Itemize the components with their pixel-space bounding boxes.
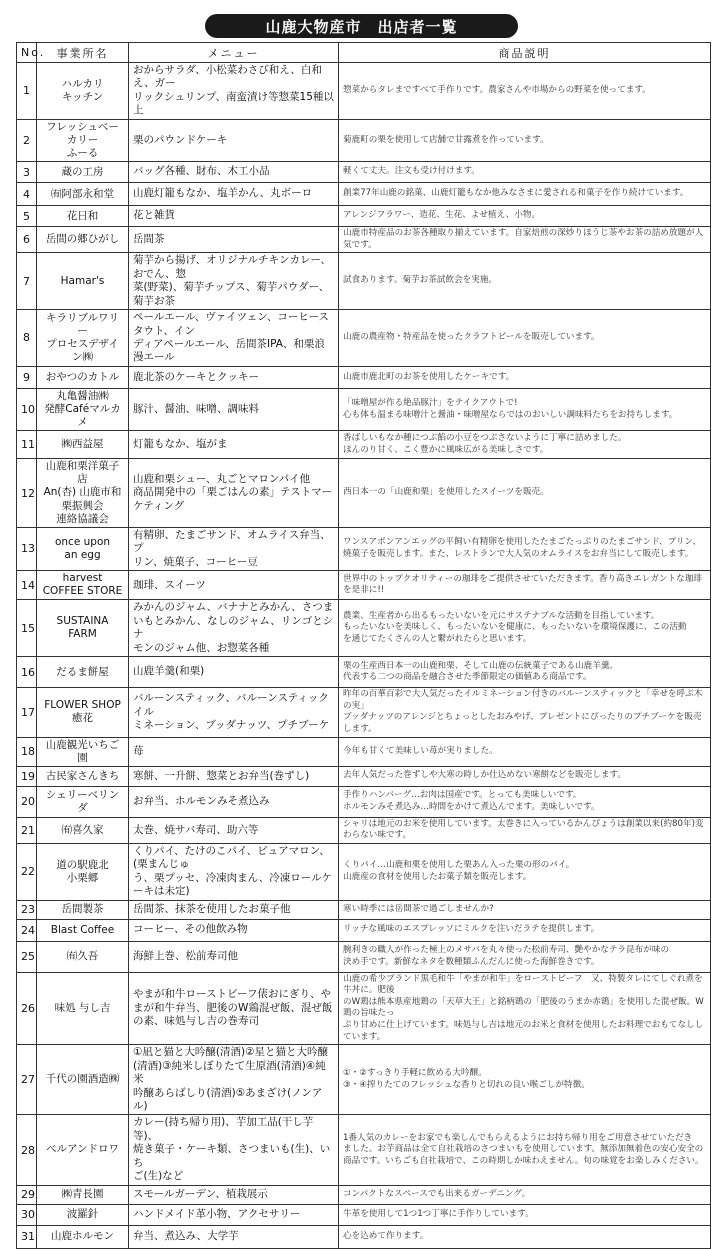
vendor-name: 蔵の工房 [37, 162, 129, 183]
product-description: 世界中のトップクオリティーの珈琲をご提供させていただきます。香り高きエレガントな珈琲を是非に!! [339, 571, 711, 600]
table-row [17, 972, 711, 1045]
vendor-name: once upon an egg [37, 527, 129, 570]
header-menu: メニュー [129, 43, 339, 63]
product-description: リッチな風味のエスプレッソにミルクを注いだラテを提供します。 [339, 919, 711, 941]
table-row [17, 786, 711, 817]
row-number: 15 [17, 600, 37, 657]
menu-items: くりパイ、たけのこパイ、ピュアマロン、(栗まんじゅ う、栗プッセ、冷凍肉まん、冷凍ロールケーキは未定) [129, 843, 339, 900]
product-description: コンパクトなスペースでも出来るガーデニング。 [339, 1185, 711, 1204]
menu-items: やまが和牛ローストビーフ俵おにぎり、や まが和牛弁当、肥後のW鶏混ぜ飯、混ぜ飯 の素、味処与し吉の巻寿司 [129, 972, 339, 1045]
product-description: 農業、生産者から出るもったいないを元にサステナブルな活動を目指しています。 もったいないを美味しく、もったいないを健康に、もったいないを環境保護に、この活動 を通じてたくさんの人と繋がれたらと思います。 [339, 600, 711, 657]
table-row [17, 63, 711, 120]
row-number: 13 [17, 527, 37, 570]
table-row [17, 766, 711, 786]
menu-items: 弁当、煮込み、大学芋 [129, 1225, 339, 1248]
menu-items: 山鹿灯籠もなか、塩羊かん、丸ボーロ [129, 183, 339, 206]
header-name: 事業所名 [37, 43, 129, 63]
row-number: 1 [17, 63, 37, 120]
table-row [17, 941, 711, 972]
vendor-name: 波羅針 [37, 1204, 129, 1225]
vendor-name: 山鹿観光いちご園 [37, 737, 129, 766]
row-number: 26 [17, 972, 37, 1045]
row-number: 25 [17, 941, 37, 972]
product-description: 寒い時季には岳間茶で過ごしませんか? [339, 900, 711, 919]
vendor-name: harvest COFFEE STORE [37, 571, 129, 600]
table-row [17, 1115, 711, 1185]
row-number: 5 [17, 206, 37, 227]
row-number: 20 [17, 786, 37, 817]
vendor-table [16, 42, 711, 1249]
product-description: ①・②すっきり手軽に飲める大吟醸。 ③・④搾りたてのフレッシュな香りと切れの良い喉ごしが特徴。 [339, 1045, 711, 1115]
table-row [17, 206, 711, 227]
vendor-name: 丸亀醤油㈱ 発酵Caféマルカメ [37, 388, 129, 430]
table-row [17, 1185, 711, 1204]
vendor-name: ハルカリ キッチン [37, 63, 129, 120]
row-number: 14 [17, 571, 37, 600]
menu-items: 菊芋から揚げ、オリジナルチキンカレー、おでん、惣 菜(野菜)、菊芋チップス、菊芋パウダー、菊芋お茶 [129, 253, 339, 310]
vendor-name: ㈲久吾 [37, 941, 129, 972]
menu-items: ペールエール、ヴァイツェン、コーヒースタウト、イン ディアペールエール、岳間茶IPA、和栗浪漫エール [129, 310, 339, 367]
row-number: 3 [17, 162, 37, 183]
vendor-name: ㈱西益屋 [37, 431, 129, 459]
table-row [17, 900, 711, 919]
vendor-name: SUSTAINA FARM [37, 600, 129, 657]
vendor-name: シェリーベリンダ [37, 786, 129, 817]
product-description: 栗の生産西日本一の山鹿和栗、そして山鹿の伝統菓子である山鹿羊羹。 代表する二つの商品を融合させた季節限定の価値ある商品です。 [339, 657, 711, 688]
header-row [17, 43, 711, 63]
table-row [17, 1225, 711, 1248]
table-row [17, 459, 711, 528]
menu-items: ①凪と猫と大吟醸(清酒)②星と猫と大吟醸 (清酒)③純米しぼりたて生原酒(清酒)④純米 吟醸あらばしり(清酒)⑤あまざけ(ノンアル) [129, 1045, 339, 1115]
row-number: 22 [17, 843, 37, 900]
vendor-name: おやつのカトル [37, 366, 129, 388]
row-number: 2 [17, 119, 37, 161]
menu-items: 岳間茶、抹茶を使用したお菓子他 [129, 900, 339, 919]
table-body [17, 63, 711, 1249]
product-description: 1番人気のカレーをお家でも楽しんでもらえるようにお持ち帰り用をご用意させていただき ました。お芋商品は全て自社栽培のさつまいもを使用しています。無添加無着色の安心安全の 商品です。いちごも自社栽培で、この時期しか味わえません。旬の味覚をお楽しみください。 [339, 1115, 711, 1185]
menu-items: 苺 [129, 737, 339, 766]
product-description: 試食あります。菊芋お茶試飲会を実施。 [339, 253, 711, 310]
row-number: 12 [17, 459, 37, 528]
vendor-name: Blast Coffee [37, 919, 129, 941]
product-description: 西日本一の「山鹿和栗」を使用したスイーツを販売。 [339, 459, 711, 528]
table-row [17, 431, 711, 459]
row-number: 28 [17, 1115, 37, 1185]
vendor-name: ベルアンドロワ [37, 1115, 129, 1185]
product-description: 山鹿の農産物・特産品を使ったクラフトビールを販売しています。 [339, 310, 711, 367]
menu-items: 山鹿和栗シュー、丸ごとマロンパイ他 商品開発中の「栗ごはんの素」テストマーケティング [129, 459, 339, 528]
vendor-name: ㈲喜久家 [37, 817, 129, 843]
product-description: 「味噌屋が作る絶品豚汁」をテイクアウトで! 心も体も温まる味噌汁と醤油・味噌屋ならではのおいしい調味料たちをお持ちします。 [339, 388, 711, 430]
row-number: 24 [17, 919, 37, 941]
vendor-name: 岳間の郷ひがし [37, 227, 129, 253]
vendor-name: 山鹿ホルモン [37, 1225, 129, 1248]
table-row [17, 388, 711, 430]
header-desc: 商品説明 [339, 43, 711, 63]
vendor-name: 岳間製茶 [37, 900, 129, 919]
table-row [17, 183, 711, 206]
row-number: 21 [17, 817, 37, 843]
table-row [17, 571, 711, 600]
menu-items: お弁当、ホルモンみそ煮込み [129, 786, 339, 817]
product-description: くりパイ…山鹿和栗を使用した栗あん入った栗の形のパイ。 山鹿産の食材を使用したお菓子類を販売します。 [339, 843, 711, 900]
row-number: 30 [17, 1204, 37, 1225]
row-number: 27 [17, 1045, 37, 1115]
table-row [17, 919, 711, 941]
row-number: 31 [17, 1225, 37, 1248]
product-description: 去年人気だった巻ずしや大寒の時しか仕込めない寒餅などを販売します。 [339, 766, 711, 786]
menu-items: ハンドメイド革小物、アクセサリー [129, 1204, 339, 1225]
table-row [17, 737, 711, 766]
product-description: 山鹿市特産品のお茶各種取り揃えています。自家焙煎の深炒りほうじ茶やお茶の詰め放題が人気です。 [339, 227, 711, 253]
product-description: 心を込めて作ります。 [339, 1225, 711, 1248]
row-number: 4 [17, 183, 37, 206]
table-row [17, 162, 711, 183]
menu-items: カレー(持ち帰り用)、芋加工品(干し芋等)、 焼き菓子・ケーキ類、さつまいも(生)、いち ご(生)など [129, 1115, 339, 1185]
page-title: 山鹿大物産市 出店者一覧 [205, 14, 518, 38]
product-description: アレンジフラワー、造花、生花、よせ植え、小物。 [339, 206, 711, 227]
menu-items: 珈琲、スイーツ [129, 571, 339, 600]
header-no: No. [17, 43, 37, 63]
row-number: 6 [17, 227, 37, 253]
table-row [17, 227, 711, 253]
product-description: 今年も甘くて美味しい苺が実りました。 [339, 737, 711, 766]
row-number: 18 [17, 737, 37, 766]
product-description: 山鹿市鹿北町のお茶を使用したケーキです。 [339, 366, 711, 388]
product-description: シャリは地元のお米を使用しています。太巻きに入っているかんぴょうは創業以来(約80年)変わらない味です。 [339, 817, 711, 843]
table-row [17, 600, 711, 657]
vendor-name: 古民家さんきち [37, 766, 129, 786]
product-description: 菊鹿町の栗を使用して店舗で甘露煮を作っています。 [339, 119, 711, 161]
product-description: 惣菜からタレまですべて手作りです。農家さんや市場からの野菜を使ってます。 [339, 63, 711, 120]
vendor-name: ㈲阿部永和堂 [37, 183, 129, 206]
menu-items: 岳間茶 [129, 227, 339, 253]
menu-items: 鹿北茶のケーキとクッキー [129, 366, 339, 388]
table-row [17, 688, 711, 737]
table-row [17, 366, 711, 388]
vendor-name: だるま餅屋 [37, 657, 129, 688]
menu-items: 有精卵、たまごサンド、オムライス弁当、プ リン、焼菓子、コーヒー豆 [129, 527, 339, 570]
row-number: 19 [17, 766, 37, 786]
row-number: 16 [17, 657, 37, 688]
table-row [17, 527, 711, 570]
menu-items: 太巻、焼サバ寿司、助六等 [129, 817, 339, 843]
menu-items: バルーンスティック、バルーンスティックイル ミネーション、ブッダナッツ、プチブーケ [129, 688, 339, 737]
product-description: ワンスアポンアンエッグの平飼い有精卵を使用したたまごたっぷりのたまごサンド、プリン、 焼菓子を販売します。また、レストランで大人気のオムライスをお弁当にして販売します。 [339, 527, 711, 570]
vendor-name: 道の駅鹿北 小栗郷 [37, 843, 129, 900]
table-row [17, 253, 711, 310]
menu-items: バッグ各種、財布、木工小品 [129, 162, 339, 183]
menu-items: 山鹿羊羹(和栗) [129, 657, 339, 688]
vendor-name: 山鹿和栗洋菓子店 An(杏) 山鹿市和栗振興会 連絡協議会 [37, 459, 129, 528]
vendor-name: フレッシュベーカリー ふーる [37, 119, 129, 161]
vendor-name: 味処 与し吉 [37, 972, 129, 1045]
row-number: 23 [17, 900, 37, 919]
product-description: 軽くて丈夫。注文も受け付けます。 [339, 162, 711, 183]
row-number: 11 [17, 431, 37, 459]
menu-items: スモールガーデン、植栽展示 [129, 1185, 339, 1204]
table-row [17, 817, 711, 843]
table-row [17, 1204, 711, 1225]
product-description: 昨年の百華百彩で大人気だったイルミネーション付きのバルーンスティックと「幸せを呼ぶ木の実」 ブッダナッツのアレンジとちょっとしたおみやげ、プレゼントにぴったりのプチブーケを販売します。 [339, 688, 711, 737]
menu-items: 海鮮上巻、松前寿司他 [129, 941, 339, 972]
product-description: 牛革を使用して1つ1つ丁寧に手作りしています。 [339, 1204, 711, 1225]
product-description: 腕利きの職人が作った極上のメサバを丸々使った松前寿司、艶やかなテラ昆布が味の 決め手です。新鮮なネタを数種類ふんだんに使った海鮮巻きです。 [339, 941, 711, 972]
vendor-name: FLOWER SHOP 癒花 [37, 688, 129, 737]
menu-items: 寒餅、一升餅、惣菜とお弁当(巻ずし) [129, 766, 339, 786]
menu-items: 豚汁、醤油、味噌、調味料 [129, 388, 339, 430]
table-row [17, 1045, 711, 1115]
product-description: 香ばしいもなか種につぶ餡の小豆をつぶさないように丁寧に詰めました。 ほんのり甘く、こく豊かに風味広がる美味しさです。 [339, 431, 711, 459]
menu-items: 灯籠もなか、塩がま [129, 431, 339, 459]
row-number: 7 [17, 253, 37, 310]
table-row [17, 843, 711, 900]
vendor-name: ㈱青長園 [37, 1185, 129, 1204]
row-number: 8 [17, 310, 37, 367]
vendor-name: Hamar's [37, 253, 129, 310]
menu-items: みかんのジャム、バナナとみかん、さつま いもとみかん、なしのジャム、リンゴとシナ モンのジャム他、お惣菜各種 [129, 600, 339, 657]
product-description: 創業77年山鹿の銘菓、山鹿灯籠もなか他みなさまに愛される和菓子を作り続けています。 [339, 183, 711, 206]
vendor-name: 花日和 [37, 206, 129, 227]
vendor-name: キラリブルワリー プロセスデザイン㈱ [37, 310, 129, 367]
row-number: 17 [17, 688, 37, 737]
menu-items: 栗のパウンドケーキ [129, 119, 339, 161]
table-row [17, 657, 711, 688]
product-description: 手作りハンバーグ…お肉は国産です。とっても美味しいです。 ホルモンみそ煮込み…時間をかけて煮込んでます。美味しいです。 [339, 786, 711, 817]
table-row [17, 119, 711, 161]
menu-items: 花と雑貨 [129, 206, 339, 227]
row-number: 29 [17, 1185, 37, 1204]
row-number: 9 [17, 366, 37, 388]
vendor-name: 千代の園酒造㈱ [37, 1045, 129, 1115]
menu-items: コーヒー、その他飲み物 [129, 919, 339, 941]
menu-items: おからサラダ、小松菜わさび和え、白和え、ガー リックシュリンプ、南蛮漬け等惣菜15種以上 [129, 63, 339, 120]
product-description: 山鹿の希少ブランド黒毛和牛「やまが和牛」をローストビーフ 又、特製タレにてしぐれ煮を牛丼に。肥後 のW鶏は熊本県産地鶏の「天草大王」と銘柄鶏の「肥後のうまか赤鶏」を使用した混ぜ飯。W鶏の旨味たっ ぷり甘めに仕上げています。味処与し吉は地元のお米と食材を使用したお料理でおもてなししています。 [339, 972, 711, 1045]
row-number: 10 [17, 388, 37, 430]
table-row [17, 310, 711, 367]
